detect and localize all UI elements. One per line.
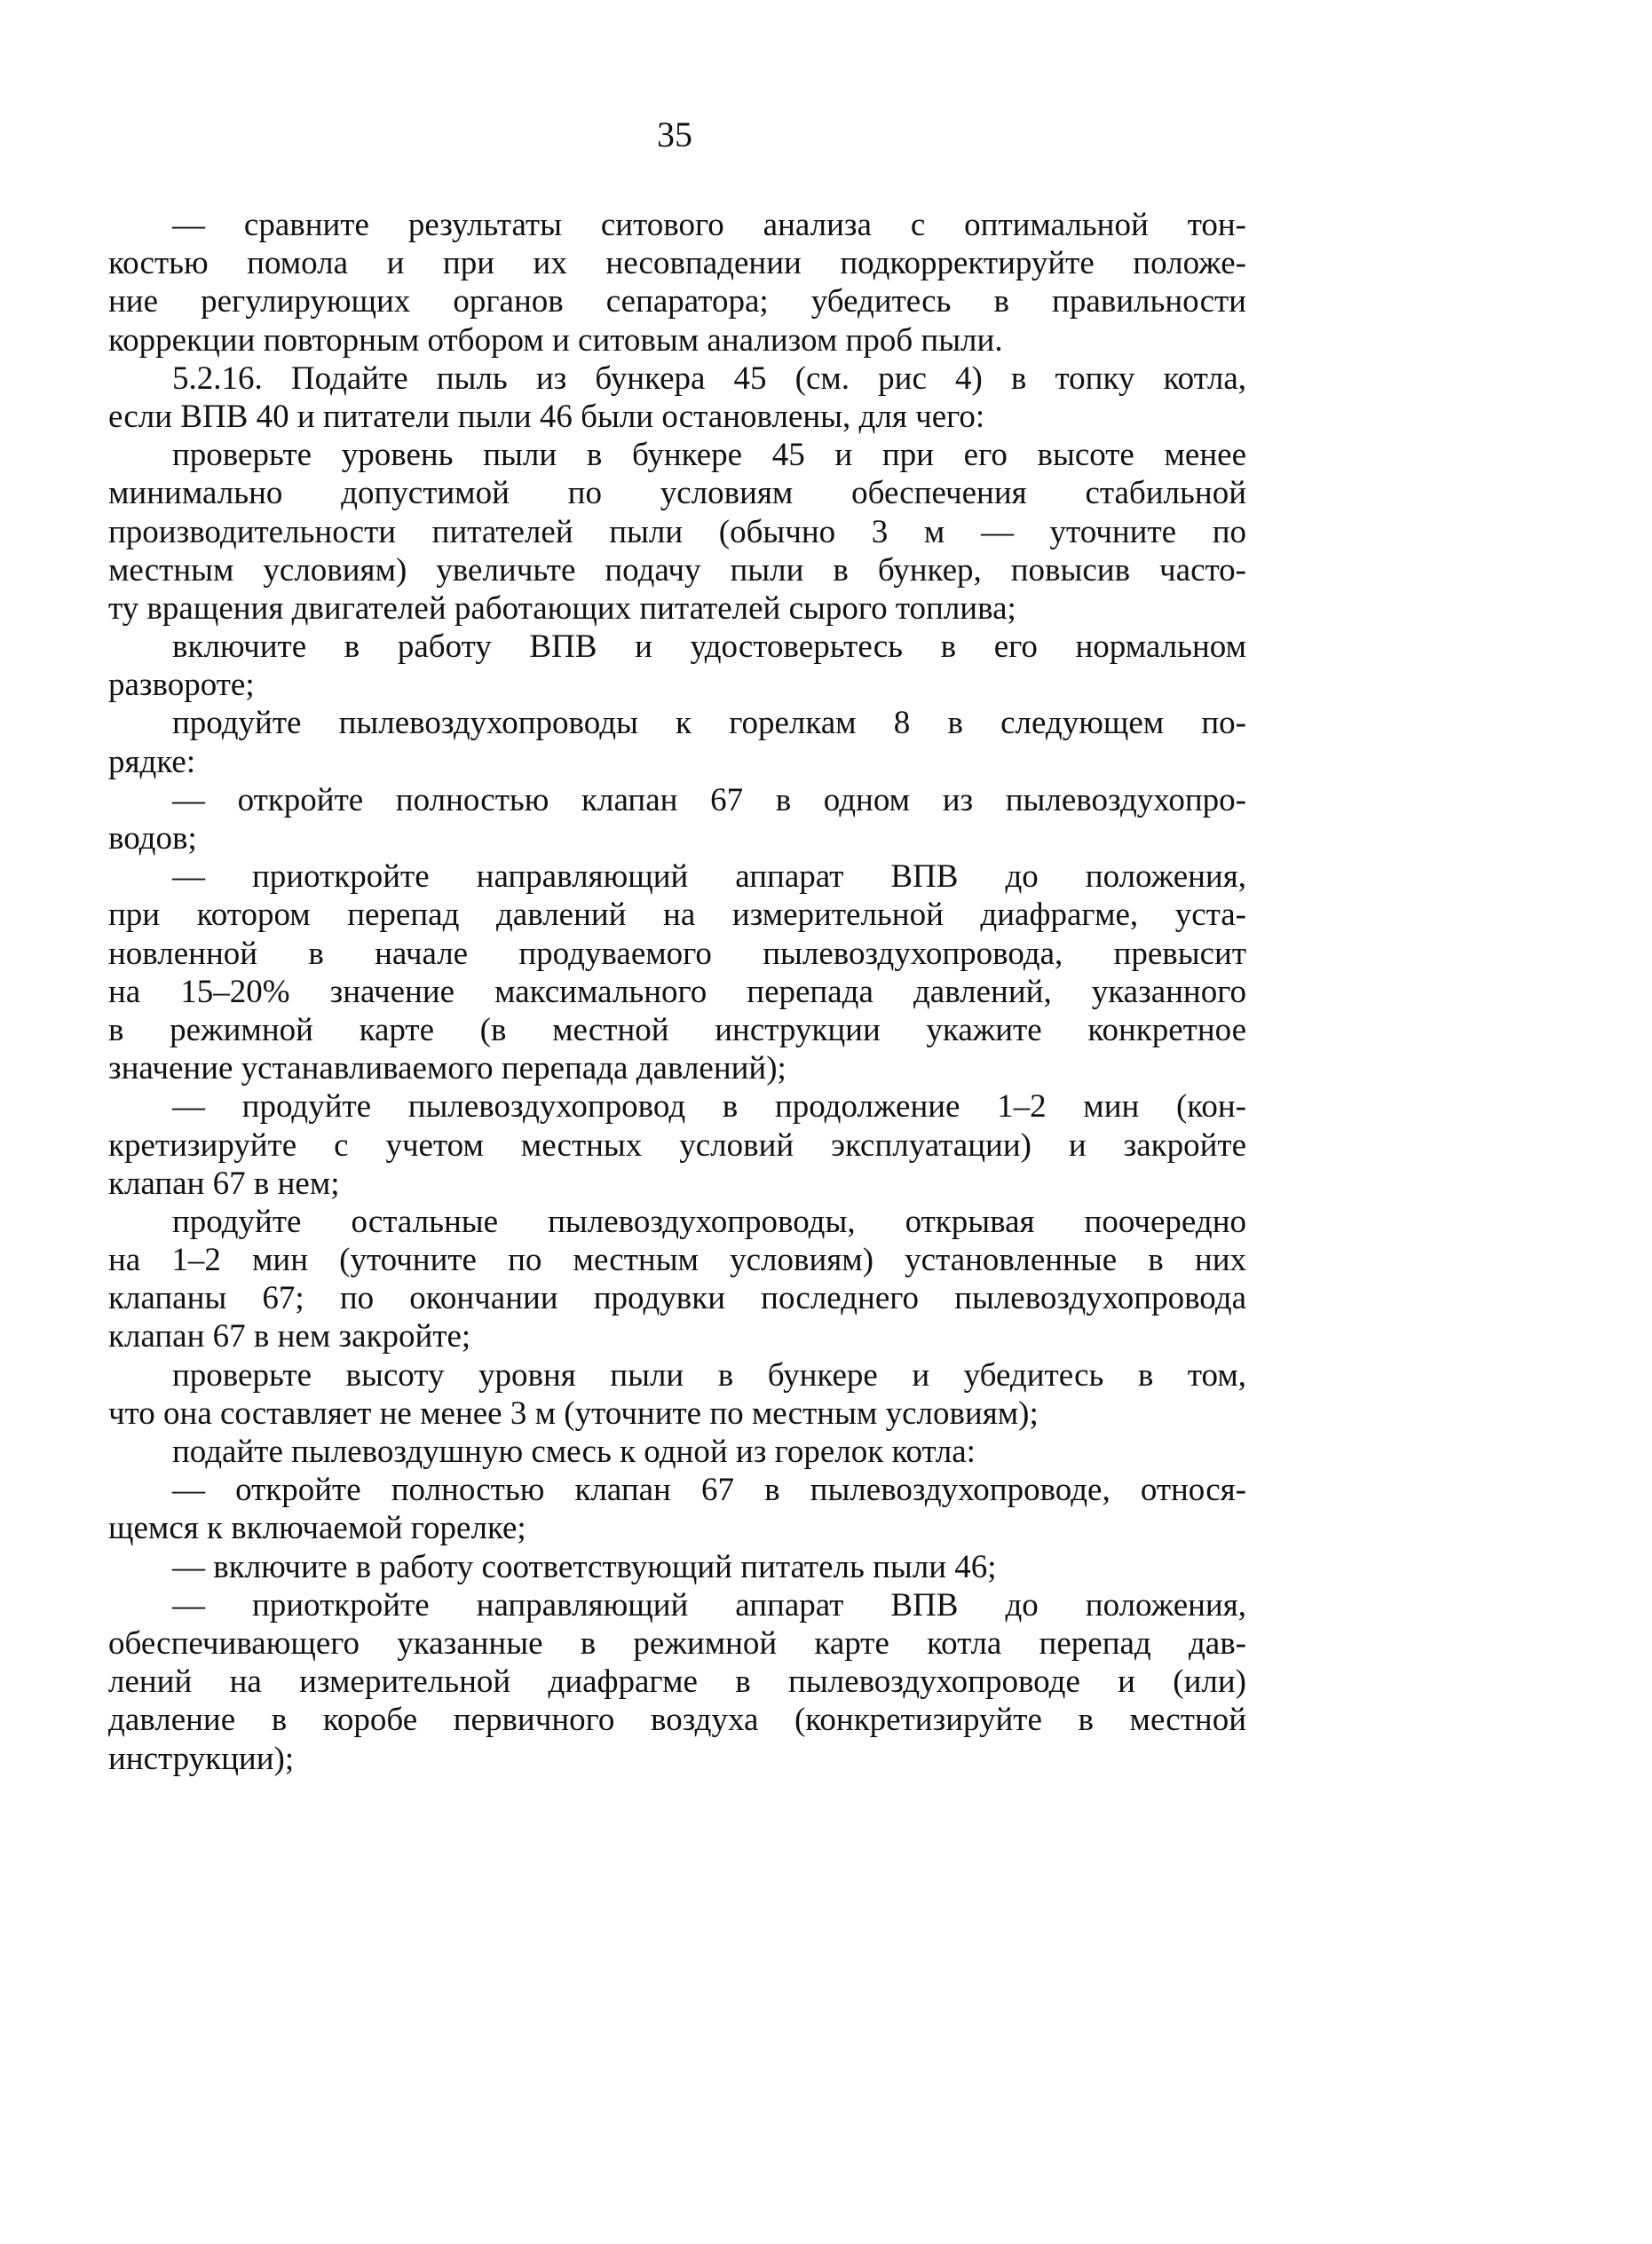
document-body — [108, 206, 1246, 1778]
text-line: местным условиям) увеличьте подачу пыли в бункер, повысив часто- — [108, 551, 1246, 589]
text-line: — продуйте пылевоздухопровод в продолжение 1–2 мин (кон- — [172, 1088, 1246, 1126]
text-line: лений на измерительной диафрагме в пылевоздухопроводе и (или) — [108, 1663, 1246, 1701]
text-line: давление в коробе первичного воздуха (конкретизируйте в местной — [108, 1702, 1246, 1739]
text-line: — откройте полностью клапан 67 в пылевоздухопроводе, относя- — [172, 1472, 1246, 1509]
text-line: подайте пылевоздушную смесь к одной из горелок котла: — [172, 1434, 976, 1470]
text-line: проверьте высоту уровня пыли в бункере и убедитесь в том, — [172, 1356, 1246, 1394]
text-line: производительности питателей пыли (обычно 3 м — уточните по — [108, 513, 1246, 550]
text-line: клапаны 67; по окончании продувки последнего пылевоздухопровода — [108, 1280, 1246, 1317]
text-line: костью помола и при их несовпадении подкорректируйте положе- — [108, 245, 1246, 282]
text-line: продуйте остальные пылевоздухопроводы, открывая поочередно — [172, 1203, 1246, 1240]
text-line: — приоткройте направляющий аппарат ВПВ до положения, — [172, 858, 1246, 896]
text-line: продуйте пылевоздухопроводы к горелкам 8 в следующем по- — [172, 705, 1246, 742]
text-line: включите в работу ВПВ и удостоверьтесь в его нормальном — [172, 628, 1246, 666]
text-line: развороте; — [108, 667, 255, 704]
text-line: что она составляет не менее 3 м (уточните по местным условиям); — [108, 1395, 1039, 1432]
text-line: минимально допустимой по условиям обеспечения стабильной — [108, 475, 1246, 512]
text-line: — приоткройте направляющий аппарат ВПВ до положения, — [172, 1586, 1246, 1624]
text-line: коррекции повторным отбором и ситовым анализом проб пыли. — [108, 321, 1003, 359]
text-line: проверьте уровень пыли в бункере 45 и при его высоте менее — [172, 437, 1246, 474]
text-line: при котором перепад давлений на измерительной диафрагме, уста- — [108, 897, 1246, 934]
text-line: клапан 67 в нем закройте; — [108, 1318, 471, 1355]
text-line: — включите в работу соответствующий питатель пыли 46; — [172, 1548, 997, 1585]
text-line: инструкции); — [108, 1740, 295, 1777]
text-line: водов; — [108, 820, 197, 857]
text-line: если ВПВ 40 и питатели пыли 46 были остановлены, для чего: — [108, 398, 985, 435]
text-line: на 15–20% значение максимального перепада давлений, указанного — [108, 973, 1246, 1010]
text-line: клапан 67 в нем; — [108, 1165, 340, 1202]
text-line: новленной в начале продуваемого пылевоздухопровода, превысит — [108, 935, 1246, 972]
text-line: ту вращения двигателей работающих питателей сырого топлива; — [108, 589, 1016, 627]
text-line: — сравните результаты ситового анализа с оптимальной тон- — [172, 207, 1246, 243]
text-line: обеспечивающего указанные в режимной карте котла перепад дав- — [108, 1624, 1246, 1662]
text-line: 5.2.16. Подайте пыль из бункера 45 (см. рис 4) в топку котла, — [172, 360, 1246, 397]
text-line: рядке: — [108, 743, 196, 780]
text-line: значение устанавливаемого перепада давлений); — [108, 1050, 786, 1087]
text-line: щемся к включаемой горелке; — [108, 1510, 526, 1547]
text-line: на 1–2 мин (уточните по местным условиям) установленные в них — [108, 1242, 1246, 1279]
text-line: ние регулирующих органов сепаратора; убедитесь в правильности — [108, 283, 1246, 320]
text-line: в режимной карте (в местной инструкции укажите конкретное — [108, 1011, 1246, 1048]
page-number: 35 — [657, 115, 692, 154]
text-line: — откройте полностью клапан 67 в одном из пылевоздухопро- — [172, 781, 1246, 818]
text-line: кретизируйте с учетом местных условий эксплуатации) и закройте — [108, 1126, 1246, 1164]
